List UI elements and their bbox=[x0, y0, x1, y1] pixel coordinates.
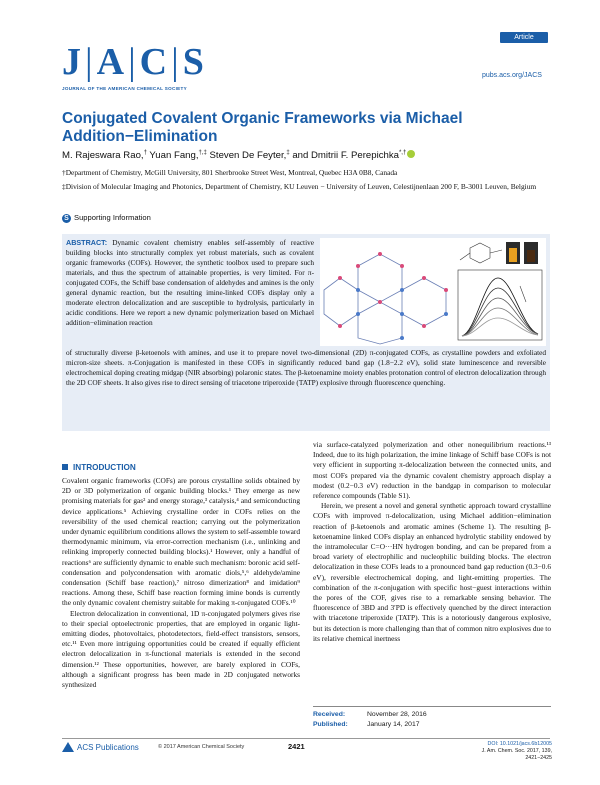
published-date: January 14, 2017 bbox=[367, 721, 420, 728]
acs-logo-icon bbox=[62, 742, 74, 752]
toc-figure-svg bbox=[320, 238, 546, 346]
abstract-part1: Dynamic covalent chemistry enables self-assembly of reactive building blocks into structurally complex yet robust materials, such as covalent organic frameworks (COFs). However, the synthetic toolbox used to prepare such materials, and thus the spectrum of attainable properties, is very limited. For π-conjugated COFs, the Schiff base condensation of aldehydes and amines is the only general dynamic reaction, but the resulting imine-linked COFs display only a moderate electron delocalization and are susceptible to hydrolysis, particularly in acidic conditions. Here we report a new dynamic polymerization based on Michael addition−elimination reaction bbox=[66, 238, 315, 328]
logo-letter-c: C bbox=[139, 41, 169, 83]
article-type-tag: Article bbox=[500, 32, 548, 43]
paragraph: via surface-catalyzed polymerization and other nonequilibrium reactions.¹³ Indeed, due to its high polarization, the imine linkage of Schiff base COFs is not very efficient in supporting π-delocalization between the connected units, and most COFs prepared via the dynamic covalent chemistry approach display a modest (0.2−0.3 eV) reduction in the bandgap in comparison to molecular reference compounds (Table S1). bbox=[313, 440, 551, 501]
supporting-info-icon: S bbox=[62, 214, 71, 223]
paragraph: Electron delocalization in conventional, 1D π-conjugated polymers gives rise to their special optoelectronic properties, that are employed in organic light-emitting diodes, photovoltaics, photodetectors, field-effect transistors, sensors, etc.¹¹ Even more intriguing opportunities could be created if equally efficient electron delocalization in π-functional materials is extended in the second dimension.¹² These opportunities, however, are barely explored in COFs, although a significant progress has been made in 2D conjugated networks synthesized bbox=[62, 608, 300, 690]
author-name[interactable]: M. Rajeswara Rao, bbox=[62, 150, 144, 162]
toc-graphic bbox=[320, 238, 546, 346]
logo-letter-a: A bbox=[96, 41, 126, 83]
paragraph: Herein, we present a novel and general synthetic approach toward crystalline COFs with improved π-delocalization, using Michael addition−elimination reaction of β-ketoenols and aromatic amines (Scheme 1). The resulting β-ketoenamine linked COFs display an enhanced hydrolytic stability endowed by the intramolecular C=O···HN hydrogen bonding, and can be prepared from a broad variety of electrophilic and nucleophilic building blocks. The electron delocalization in these COFs leads to a pronounced band gap reduction (0.3−0.6 eV), reversible electrochemical doping, and light-emitting properties. The combination of the π-conjugation with specific host−guest interactions within the pores of the COF, gives rise to a remarkable sensing behavior. The fluorescence of 3BD and 3′PD is effectively quenched by the direct interaction with triacetone triperoxide (TATP). This is a notoriously dangerous explosive, but its detection is more challenging than that of common nitro explosives due to its relative chemical inertness bbox=[313, 501, 552, 643]
author-affil-mark: †,‡ bbox=[198, 150, 207, 156]
abstract-text bbox=[66, 238, 314, 328]
published-row bbox=[313, 720, 551, 730]
publisher-name: ACS Publications bbox=[77, 743, 139, 752]
page-number: 2421 bbox=[288, 742, 305, 751]
logo-letter-j: J bbox=[62, 41, 82, 83]
paragraph: Covalent organic frameworks (COFs) are porous crystalline solids obtained by 2D or 3D polymerization of organic building blocks.¹ They emerge as new promising materials for gas² and energy storage,³ catalysis,⁴ and semiconducting device applications.⁵ Achieving crystalline order in COFs relies on the reversibility of the used chemical reaction; carrying out the polymerization under dynamic equilibrium conditions allows the system to self-assemble toward thermodynamic minimum, via error-correction mechanism (i.e., unlinking and relinking improperly connected building blocks).¹ However, only a handful of reactions⁶ are sufficiently dynamic to enable such mechanism: boronic acid self-condensation and polycondensation with aromatic diols,⁵,⁶ aldehyde/amine condensation (Schiff base reaction),⁷ nitroso dimerization⁸ and imidation⁹ reactions. Among these, Schiff base reaction forming imine bonds is currently the only dynamic covalent chemistry suitable for making π-conjugated COFs.¹⁰ bbox=[62, 476, 301, 608]
journal-url-link[interactable]: pubs.acs.org/JACS bbox=[482, 72, 542, 79]
journal-subtitle: JOURNAL OF THE AMERICAN CHEMICAL SOCIETY bbox=[62, 86, 187, 91]
copyright: © 2017 American Chemical Society bbox=[158, 744, 245, 750]
section-bullet-icon bbox=[62, 464, 68, 470]
right-column bbox=[313, 440, 551, 644]
doi-link[interactable]: DOI: 10.1021/jacs.6b12005 bbox=[487, 741, 552, 747]
abstract-label: ABSTRACT: bbox=[66, 238, 108, 247]
left-column bbox=[62, 476, 300, 690]
supporting-info-label: Supporting Information bbox=[74, 213, 151, 222]
author-affil-mark: † bbox=[143, 150, 147, 156]
section-heading bbox=[62, 463, 136, 472]
received-info bbox=[313, 706, 551, 730]
abstract-text-continued: of structurally diverse β-ketoenols with amines, and use it to prepare novel two-dimensional (2D) π-conjugated COFs, as crystalline powders and exfoliated micron-size sheets. π-Conjugation is manifested in these COFs in significantly reduced band gap (1.8−2.2 eV), solid state luminescence and reversible electrochemical doping creating midgap (NIR absorbing) polaronic states. The β-ketoenamine moiety enables protonation control of electron delocalization through the 2D COF sheets. It also gives rise to direct sensing of triacetone triperoxide (TATP) explosive through fluorescence quenching. bbox=[66, 348, 546, 388]
logo-letter-s: S bbox=[182, 41, 205, 83]
received-label: Received: bbox=[313, 711, 346, 718]
publisher-logo[interactable] bbox=[62, 742, 139, 752]
author-name[interactable]: Steven De Feyter, bbox=[209, 150, 287, 162]
citation: J. Am. Chem. Soc. 2017, 139, 2421−2425 bbox=[481, 748, 552, 761]
received-date: November 28, 2016 bbox=[367, 711, 427, 718]
author-affil-mark: *,† bbox=[398, 150, 407, 156]
orcid-icon[interactable] bbox=[407, 150, 415, 158]
paper-title: Conjugated Covalent Organic Frameworks via Michael Addition−Elimination bbox=[62, 110, 463, 145]
supporting-info-link[interactable] bbox=[62, 213, 151, 223]
footer-divider bbox=[62, 738, 550, 739]
author-name[interactable]: and Dmitrii F. Perepichka bbox=[292, 150, 399, 162]
affiliation: †Department of Chemistry, McGill University, 801 Sherbrooke Street West, Montreal, Quebec H3A 0B8, Canada bbox=[62, 168, 398, 177]
doi-block bbox=[470, 741, 552, 762]
section-heading-label: INTRODUCTION bbox=[73, 463, 136, 472]
author-name[interactable]: Yuan Fang, bbox=[149, 150, 199, 162]
author-affil-mark: ‡ bbox=[286, 150, 290, 156]
author-list bbox=[62, 150, 415, 161]
received-row bbox=[313, 710, 551, 720]
affiliation: ‡Division of Molecular Imaging and Photonics, Department of Chemistry, KU Leuven − University of Leuven, Celestijnenlaan 200 F, B-3001 Leuven, Belgium bbox=[62, 182, 537, 191]
published-label: Published: bbox=[313, 721, 348, 728]
journal-logo: J|A|C|S bbox=[62, 41, 205, 83]
